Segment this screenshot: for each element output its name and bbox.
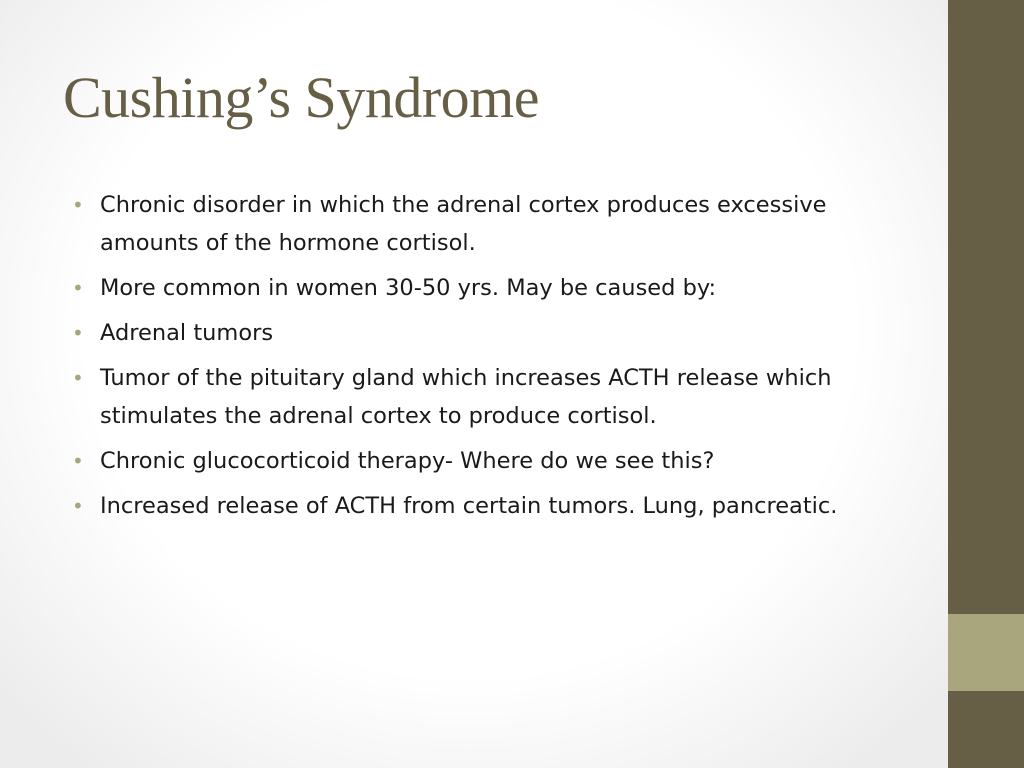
bullet-icon: • [72, 449, 84, 473]
bullet-list [72, 186, 872, 532]
list-item [72, 487, 872, 525]
bullet-text: Increased release of ACTH from certain tumors. Lung, pancreatic. [100, 493, 838, 519]
bullet-text: Adrenal tumors [100, 320, 274, 346]
bullet-icon: • [72, 366, 84, 390]
bullet-icon: • [72, 494, 84, 518]
list-item [72, 442, 872, 480]
bullet-icon: • [72, 193, 84, 217]
bullet-text: Tumor of the pituitary gland which increases ACTH release which stimulates the adrenal cortex to produce cortisol. [100, 365, 832, 429]
list-item [72, 186, 872, 262]
bullet-text: More common in women 30-50 yrs. May be caused by: [100, 275, 717, 301]
decorative-sidebar-accent [948, 614, 1024, 691]
list-item [72, 314, 872, 352]
bullet-text: Chronic glucocorticoid therapy- Where do we see this? [100, 448, 715, 474]
bullet-icon: • [72, 321, 84, 345]
list-item [72, 359, 872, 435]
bullet-icon: • [72, 276, 84, 300]
list-item [72, 269, 872, 307]
slide-title: Cushing’s Syndrome [63, 65, 539, 130]
bullet-text: Chronic disorder in which the adrenal cortex produces excessive amounts of the hormone cortisol. [100, 192, 827, 256]
